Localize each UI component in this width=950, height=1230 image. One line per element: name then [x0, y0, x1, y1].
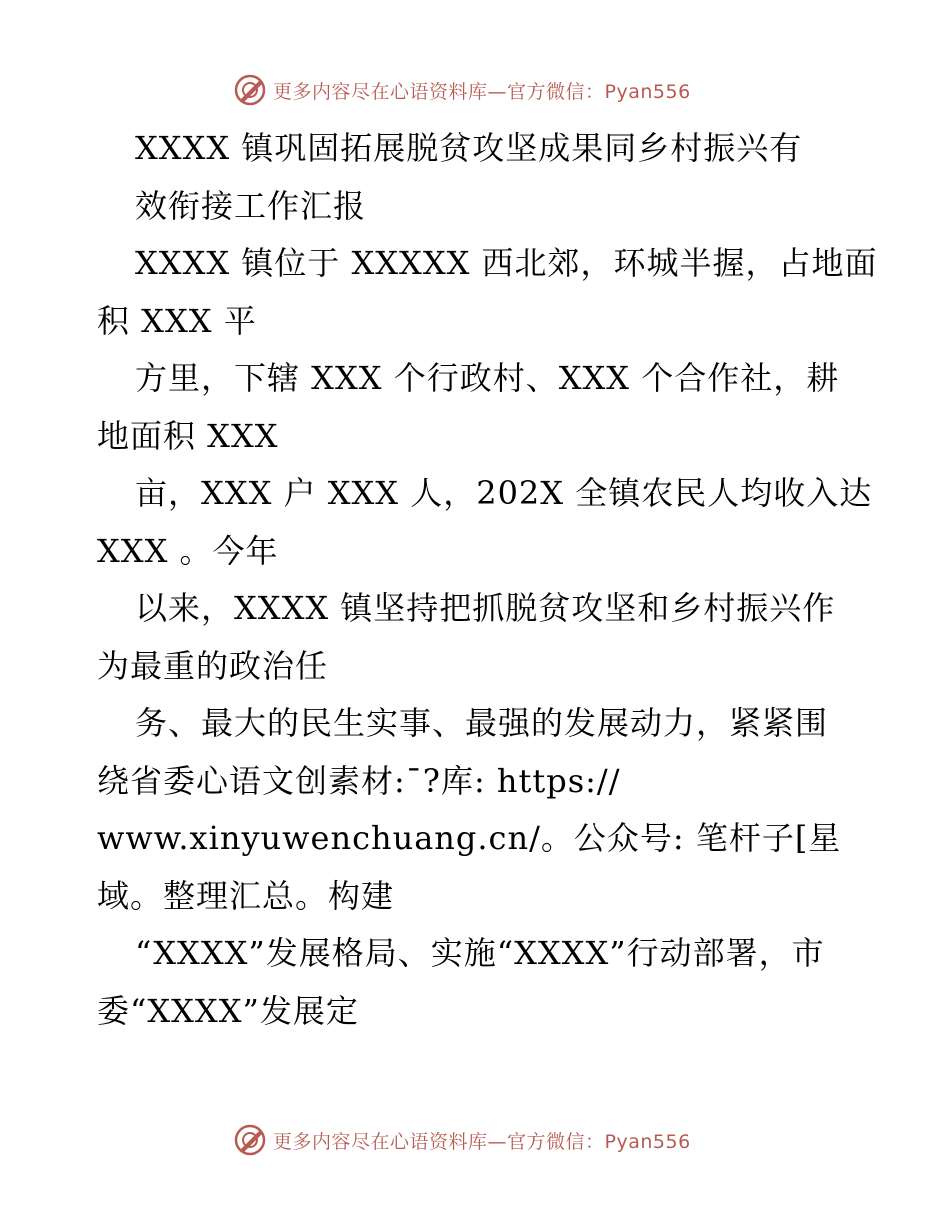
watermark-text: 更多内容尽在心语资料库—官方微信：Pyan556: [273, 80, 691, 103]
watermark-header: [233, 72, 691, 108]
document-body: [97, 120, 878, 1040]
text-line: “XXXX”发展格局、实施“XXXX”行动部署，市: [135, 934, 825, 972]
text-line: XXXX 镇位于 XXXXX 西北郊，环城半握，占地面: [135, 244, 878, 282]
text-line: XXX 。今年: [97, 531, 279, 570]
text-line: 为最重的政治任: [97, 646, 329, 685]
watermark-footer: [233, 1122, 691, 1158]
pen-logo-icon: [233, 73, 267, 107]
text-line: 绕省委心语文创素材:¯?库: https://: [97, 761, 621, 800]
watermark-text: 更多内容尽在心语资料库—官方微信：Pyan556: [273, 1130, 691, 1153]
text-line: 以来，XXXX 镇坚持把抓脱贫攻坚和乡村振兴作: [135, 589, 836, 627]
text-line: 方里，下辖 XXX 个行政村、XXX 个合作社，耕: [135, 359, 840, 397]
text-line: 积 XXX 平: [97, 301, 257, 340]
pen-logo-icon: [233, 1123, 267, 1157]
text-line: 地面积 XXX: [97, 416, 279, 455]
text-line: 务、最大的民生实事、最强的发展动力，紧紧围: [135, 704, 829, 742]
text-line: 委“XXXX”发展定: [97, 991, 359, 1030]
title-line-2: 效衔接工作汇报: [135, 186, 367, 225]
text-line: 亩，XXX 户 XXX 人，202X 全镇农民人均收入达: [135, 474, 873, 512]
title-line-1: XXXX 镇巩固拓展脱贫攻坚成果同乡村振兴有: [135, 129, 803, 167]
text-line: www.xinyuwenchuang.cn/。公众号: 笔杆子[星: [97, 819, 842, 857]
text-line: 域。整理汇总。构建: [97, 876, 395, 915]
